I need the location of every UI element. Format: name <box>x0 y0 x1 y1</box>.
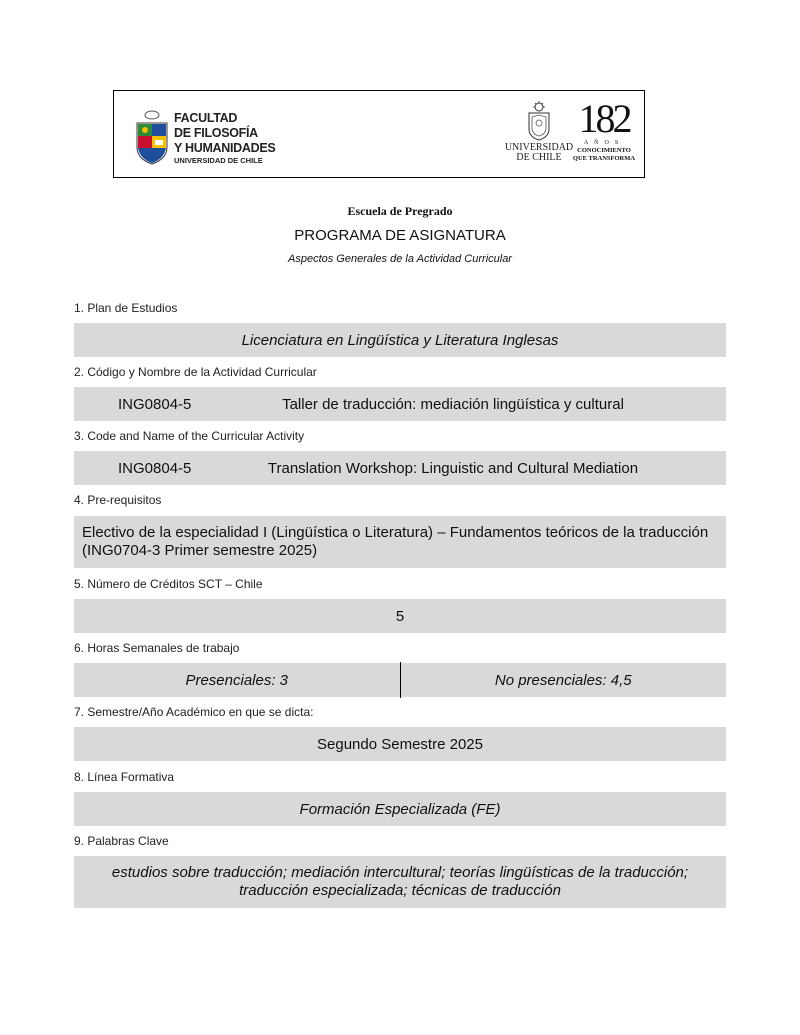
faculty-line-2: DE FILOSOFÍA <box>174 126 258 140</box>
semestre-value: Segundo Semestre 2025 <box>74 727 726 761</box>
anniversary-tag-1: CONOCIMIENTO <box>577 147 631 154</box>
anniversary-tag-2: QUE TRANSFORMA <box>572 155 636 162</box>
palabras-line-2: traducción especializada; técnicas de traducción <box>239 882 561 899</box>
page-title: PROGRAMA DE ASIGNATURA <box>294 227 506 244</box>
code-en-name: Translation Workshop: Linguistic and Cultural Mediation <box>267 460 639 477</box>
faculty-line-1: FACULTAD <box>174 111 238 125</box>
palabras-line-1: estudios sobre traducción; mediación intercultural; teorías lingüísticas de la traducción; <box>111 864 689 881</box>
header-logos-box <box>113 90 645 178</box>
palabras-label: 9. Palabras Clave <box>74 834 169 848</box>
uchile-line-2: DE CHILE <box>516 152 562 163</box>
plan-label: 1. Plan de Estudios <box>74 301 178 315</box>
anniversary-number: 182 <box>578 96 630 141</box>
code-en-box <box>74 451 726 485</box>
code-en-code: ING0804-5 <box>118 460 192 477</box>
horas-presenciales: Presenciales: 3 <box>185 671 289 689</box>
horas-no-presenciales: No presenciales: 4,5 <box>494 671 632 689</box>
horas-box <box>74 663 726 697</box>
school-title: Escuela de Pregrado <box>347 204 453 218</box>
faculty-line-3: Y HUMANIDADES <box>174 141 276 155</box>
codigo-box <box>74 387 726 421</box>
creditos-label: 5. Número de Créditos SCT – Chile <box>74 577 263 591</box>
palabras-box <box>74 856 726 908</box>
codigo-label: 2. Código y Nombre de la Actividad Curricular <box>74 365 317 379</box>
faculty-logo <box>134 107 274 167</box>
anniversary-word: AÑOS <box>583 140 625 146</box>
faculty-university: UNIVERSIDAD DE CHILE <box>174 156 263 165</box>
faculty-name <box>174 111 284 166</box>
semestre-label: 7. Semestre/Año Académico en que se dicta: <box>74 705 314 719</box>
linea-value: Formación Especializada (FE) <box>74 792 726 826</box>
uchile-logo <box>504 101 574 171</box>
faculty-crest-icon <box>134 109 170 165</box>
anniversary-logo <box>572 96 636 171</box>
uchile-crest-icon <box>526 101 552 141</box>
linea-label: 8. Línea Formativa <box>74 770 175 784</box>
prereq-label: 4. Pre-requisitos <box>74 493 162 507</box>
plan-value: Licenciatura en Lingüística y Literatura Inglesas <box>74 323 726 357</box>
prereq-value: Electivo de la especialidad I (Lingüística o Literatura) – Fundamentos teóricos de la traducción (ING0704-3 Primer semestre 2025) <box>74 516 726 568</box>
horas-divider <box>400 662 401 698</box>
codigo-code: ING0804-5 <box>118 396 192 413</box>
codigo-name: Taller de traducción: mediación lingüística y cultural <box>282 396 624 413</box>
horas-label: 6. Horas Semanales de trabajo <box>74 641 240 655</box>
uchile-line-1: UNIVERSIDAD <box>504 142 574 153</box>
page-subtitle: Aspectos Generales de la Actividad Curricular <box>288 253 512 265</box>
code-en-label: 3. Code and Name of the Curricular Activity <box>74 429 305 443</box>
creditos-value: 5 <box>74 599 726 633</box>
